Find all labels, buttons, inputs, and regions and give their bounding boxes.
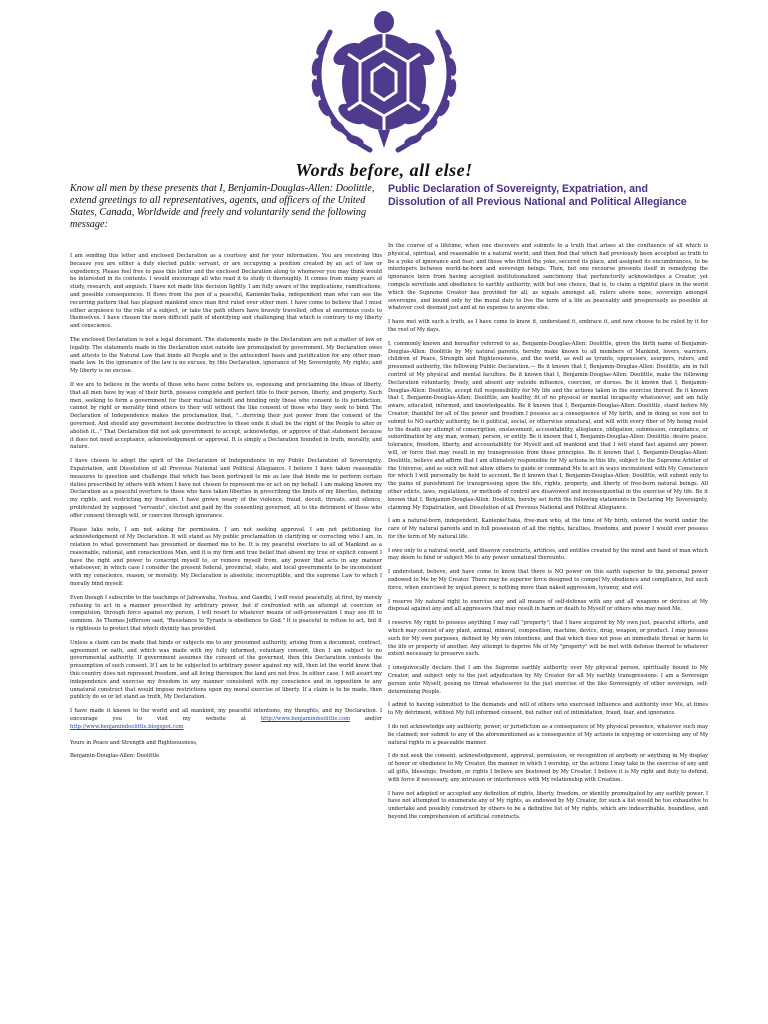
letter-paragraph: Unless a claim can be made that binds or subjects me to any presumed authority, arising from a document, contract, agreement or oath, and which was made with my fully informed, voluntary consent, then I am subject to no governmental authority. If government assumes the consent of the governed, then this Declaration contests the presumption of such consent. If I am to be subjected to arbitrary power against my will, then let the world know that this country does not represent freedom, and all living thereupon the land are not free. In either case, I will assert my independence and exercise my freedom in any manner consistent with my conscience and in opposition to any unnatural construct that would impose restrictions upon my moral exercise of liberty. If a claim is to be made, then publicly do so or let stand as truth, My Declaration.: [70, 639, 382, 701]
intro-greeting: Know all men by these presents that I, Benjamin-Douglas-Allen: Doolittle, extend greetings to all representatives, agents, and officers of the United States, Canada, Worldwide and freely and voluntarily send the following message:: [70, 183, 375, 230]
blog-link[interactable]: http://www.benjamindoolittle.blogspot.com: [70, 723, 184, 730]
declaration-paragraph: I owe only to a natural world, and disavow constructs, artifices, and entities created by the mind and hand of man which may deem to bind or subject Me to any power unnatural thereunto.: [388, 547, 708, 562]
turtle-laurel-emblem: [300, 2, 468, 162]
declaration-paragraph: I am a natural-born, independent, Kanienke'haka, free-man who, at the time of My birth, entered the world under the care of My natural parents and in full possession of all the rights, faculties, freedoms, and power I would ever possess for the term of My natural life.: [388, 518, 708, 540]
letter-paragraph: I have chosen to adopt the spirit of the Declaration of Independence in my Public Declaration of Sovereignty, Expatriation, and Dissolution of all Previous National and Political Allegiance. I believe I have taken reasonable measures to question and challenge that which has been portrayed to me as law that binds me to perform certain duties prescribed by others with whom I have not chosen to represent me or act on my behalf. I am making known my Declaration as a peaceful overture to those who have taken liberties in prescribing the limits of my liberties, defining my rights, and restricting my freedom. I have grown weary of the violence, fraud, deceit, threats, and silence, proliferated by supposed "servants", elected and paid by the consenting governed, all to the detriment of those who offer consent through will, or coercion through ignorance.: [70, 458, 382, 519]
signoff: Yours in Peace and Strength and Righteousness,: [70, 739, 198, 746]
letter-paragraph: Please take note, I am not asking for permission. I am not seeking approval. I am not petitioning for acknowledgement of My Declaration. It will stand as My public proclamation in clarifying or correcting who I am, in relation to what government has presumed or deemed me to be. It is my peaceful overture to all of Mankind as a reasonable, rational, and conscientious Man, and it is my firm and true belief that absent my true or explicit consent I have the right and power to conscript myself to, or remove myself from, any power that acts in any manner whatsoever, in which case I consider the present federal, provincial, state, and local governments to be inconsistent with my conscience, reason, or morality. My Declaration is absolute, incorruptible, and the supreme Law to which I morally bind myself.: [70, 526, 382, 588]
letter-column: [70, 253, 382, 767]
tagline: Words before, all else!: [295, 160, 473, 180]
declaration-paragraph: I unequivocally declare that I am the Supreme earthly authority over My physical person, spiritually bound to My Creator, and subject only to the just adjudication by My Creator for all My earthly transgressions. I am a Sovereign person unto Myself, posing no threat whatsoever to the just exercise of the like Sovereignty of other sovereign, self-determining People.: [388, 665, 708, 695]
declaration-paragraph: I reserve My natural right to exercise any and all means of self-defense with any and all weapons or devices at My disposal against any and all aggressors that may result in harm or death to Myself or others who may need Me.: [388, 598, 708, 613]
declaration-paragraph: In the course of a lifetime, when one discovers and submits to a truth that arises at the confluence of all which is physical, spiritual, and reasonable in a natural world; and then find that which had previously been accepted as truth to be a yoke of ignorance and fear; and those who fitted the yoke, secured its place, and assigned its encumbrances, to be interlopers between world-be-born and sovereign beings. Then, but one recourse presents itself in remedying the ignorance born from having accepted institutionalized sanctimony that perfunctorily acknowledges a Creator, yet compels servitude and obedience to earthly authority, with but one choice, that is, to claim a rightful place in the world which the Supreme Creator has provided for all, as equals amongst all, rulers above none, sovereign amongst sovereigns, and bound only by the moral duty to live the term of a life as peaceably and prosperously as possible at whatever cost deemed just and at no expense to anyone else.: [388, 243, 708, 312]
declaration-paragraph: I understand, believe, and have come to know that there is NO power on this earth superior to the personal power endowed to Me by My Creator. There may be superior force designed to compel My obedience and compliance, but such force, when exercised by unjust power, is nothing more than naked aggression, tyranny, and evil.: [388, 569, 708, 591]
declaration-paragraph: I admit to having submitted to the demands and will of others who exercised influence and authority over Me, at times to My detriment, without My full informed consent, but rather out of intimidation, fraud, fear, and ignorance.: [388, 702, 708, 717]
letter-closing: [70, 708, 382, 731]
declaration-paragraph: I have not adopted or accepted any definition of rights, liberty, freedom, or identity promulgated by any earthly power. I have not attempted to enumerate any of My rights, as endowed by My Creator, for such a list would be too exhaustive to undertake and possibly construed by others to be a definitive list of My rights, which are indescribable, boundless, and beyond the comprehension of artificial constructs.: [388, 790, 708, 820]
declaration-title: Public Declaration of Sovereignty, Expatriation, and Dissolution of all Previous National and Political Allegiance: [388, 183, 687, 209]
website-link[interactable]: http://www.benjamindoolittle.com: [260, 716, 351, 723]
letter-paragraph: The enclosed Declaration is not a legal document. The statements made in the Declaration are not a matter of law or legality. The statements made in the Declaration exist outside law promulgated by government. My Declaration owes and attests to the Natural Law that binds all People and is the antecedent basis and justification for any other man-made law. In the ignorance of the law is no excuse, by this Declaration, ignorance of My Sovereignty, My rights, and My liberty is no excuse.: [70, 336, 382, 375]
letter-paragraph: I am sending this letter and enclosed Declaration as a courtesy and for your information. You are receiving this because you are either a duly elected public servant, or are occupying a position created by an act of law or expediency. Please feel free to pass this letter and the enclosed Declaration along to whomever you may think would be interested in its contents. I would encourage all who read it to study it thoroughly. It comes from many years of study, research, and anguish. I have not made this decision lightly. I am fully aware of the implications, ramifications, and possible consequences. It flows from the pen of a peaceful, Kanienke'haka, independent man who can see the recurring pattern that has plagued mankind since man first ruled over other men. I have come to believe that I must either acquiesce to the role of a subject, or take the path others have bravely travelled, often at enormous costs to themselves. I have chosen the more difficult path of identifying and challenging that which is contrary to my liberty and conscience.: [70, 253, 382, 330]
closing-and: and/or: [364, 716, 383, 723]
declaration-paragraph: I reserve My right to possess anything I may call "property"; that I have acquired by My own just, peaceful efforts, and which may consist of any plant, animal, mineral, composition, machine, device, drug, weapon, or product. I may possess such for My own purposes, defined by My own intentions, and that which does not pose an immediate threat or harm to the life or property of another. Any attempt to deprive Me of My "property" will be met with defense thereof to whatever extent necessary to preserve such.: [388, 620, 708, 658]
letter-paragraph: If we are to believe in the words of those who have come before us, espousing and proclaiming the ideas of liberty, that all men have by way of their birth, possess complete and perfect title to their person, liberty, and property. Such men, seeking to form a government for their mutual benefit and binding only those who consent to its jurisdiction, cannot by right or morality bind others to their will without the like consent of those who they seek to bind. The Declaration of Independence makes the proclamation that, "...deriving their just power from the consent of the governed. And should any government become destructive to these ends it shall be the right of the People to alter or abolish it..." That Declaration did not ask government to accept, acknowledge, or approve of that statement because it does not need acceptance, acknowledgement or approval. It is simply a Declaration founded in truth, morality, and nature.: [70, 381, 382, 451]
declaration-paragraph: I do not seek the consent, acknowledgement, approval, permission, or recognition of anybody or anything in My display of honor or obedience to My Creator, the manner in which I worship, or the actions I may take in the exercise of any and all gifts, blessings, freedom, or rights I believe are bestowed by My Creator. I believe it is My right and duty to defend, with force if necessary, any intrusion or interference with My relationship with Creation.: [388, 753, 708, 783]
signature: Benjamin-Douglas-Allen: Doolittle: [70, 753, 160, 760]
declaration-paragraph: I do not acknowledge any authority, power, or jurisdiction as a consequence of My physical presence, whatever such may be claimed; nor submit to any of the aforementioned as a consequence of My actions in enjoying or exercising any of My natural rights in a peaceable manner.: [388, 724, 708, 746]
declaration-paragraph: I, commonly known and hereafter referred to as, Benjamin-Douglas-Allen: Doolittle, given the birth name of Benjamin-Douglas-Allen: Doolittle by My natural parents, hereby make known to all members of Mankind, lovers, warriors, children of Peace, Strength and Righteousness, and the world, as well as tyrants, oppressors, usurpers, rulers, and presumed authority, the following Public Declaration.— Be it known that I, Benjamin-Douglas-Allen: Doolittle, am in full control of My physical and mental faculties. Be it known that I, Benjamin-Douglas-Allen: Doolittle, make the following Declaration voluntarily, freely, and absent any outside influence, coercion, or duress. Be it known that I, Benjamin-Douglas-Allen: Doolittle, accept full responsibility for My life and the actions taken in the exercise thereof. Be it known that I, Benjamin-Douglas-Allen: Doolittle, am healthy, fit of no physical or mental incapacity whatsoever, and am fully aware, educated, informed, and knowledgeable. Be it known that I, Benjamin-Douglas-Allen: Doolittle, stand before My Creator, thankful for all of the power and freedom I possess as a consequence of My birth, and in doing so vow not to submit to NO earthly authority, be it political, social, or otherwise unnatural, and will with every fiber of My being resist to the death any attempt of conscription, enslavement, accountability, allegiance, obligation, submission, compliance, or subordination by any man, woman, person, or entity. Be it known that I, Benjamin-Douglas-Allen: Doolittle, desire peace, tolerance, freedom, liberty, and accountability for Myself and all mankind and that I will stand fast against any power, will, or force that may result in my transgression from these principles. Be it known that I, Benjamin-Douglas-Allen: Doolittle, believe and affirm that I am ultimately responsible for My actions in this life, subject to the Supreme Arbiter of the Universe, and as such will not allow others to guide or command Me to act in ways inconsistent with My Conscience for which I will personally be held to account. Be it known that I, Benjamin-Douglas-Allen: Doolittle, will submit only to the pains of punishment for transgressing upon the life, rights, property, and liberty of free-born natural beings. All other edicts, laws, regulations, or methods of control are disavowed and inconsequential in the exercise of My life. Be it known that I, Benjamin-Douglas-Allen: Doolittle, hereby set forth the following statements in Declaring My Sovereignty, claiming My Expatriation, and Dissolution of all Previous National and Political Allegiance.: [388, 340, 708, 511]
declaration-paragraph: I have met with such a truth, as I have come to know it, understand it, embrace it, and now choose to be ruled by it for the rest of My days.: [388, 319, 708, 333]
letter-paragraph: Even though I subscribe to the teachings of Jahvawaha, Yeshua, and Gandhi, I will resist peacefully, at first, by merely refusing to act in a manner prescribed by arbitrary power, but if confronted with an attempt at coercion or compulsion, through force against my person, I will resort to whatever means of self-preservation I may see fit to summon. As Thomas Jefferson said, "Resistance to Tyrants is obedience to God." It is peaceful to refuse to act, but it is righteous to protect that which divinity has provided.: [70, 594, 382, 633]
closing-text: I have made it known to the world and all mankind, my peaceful intentions, my thoughts, and my Declaration. I encourage you to visit my website at: [70, 708, 382, 723]
declaration-column: [388, 243, 708, 828]
